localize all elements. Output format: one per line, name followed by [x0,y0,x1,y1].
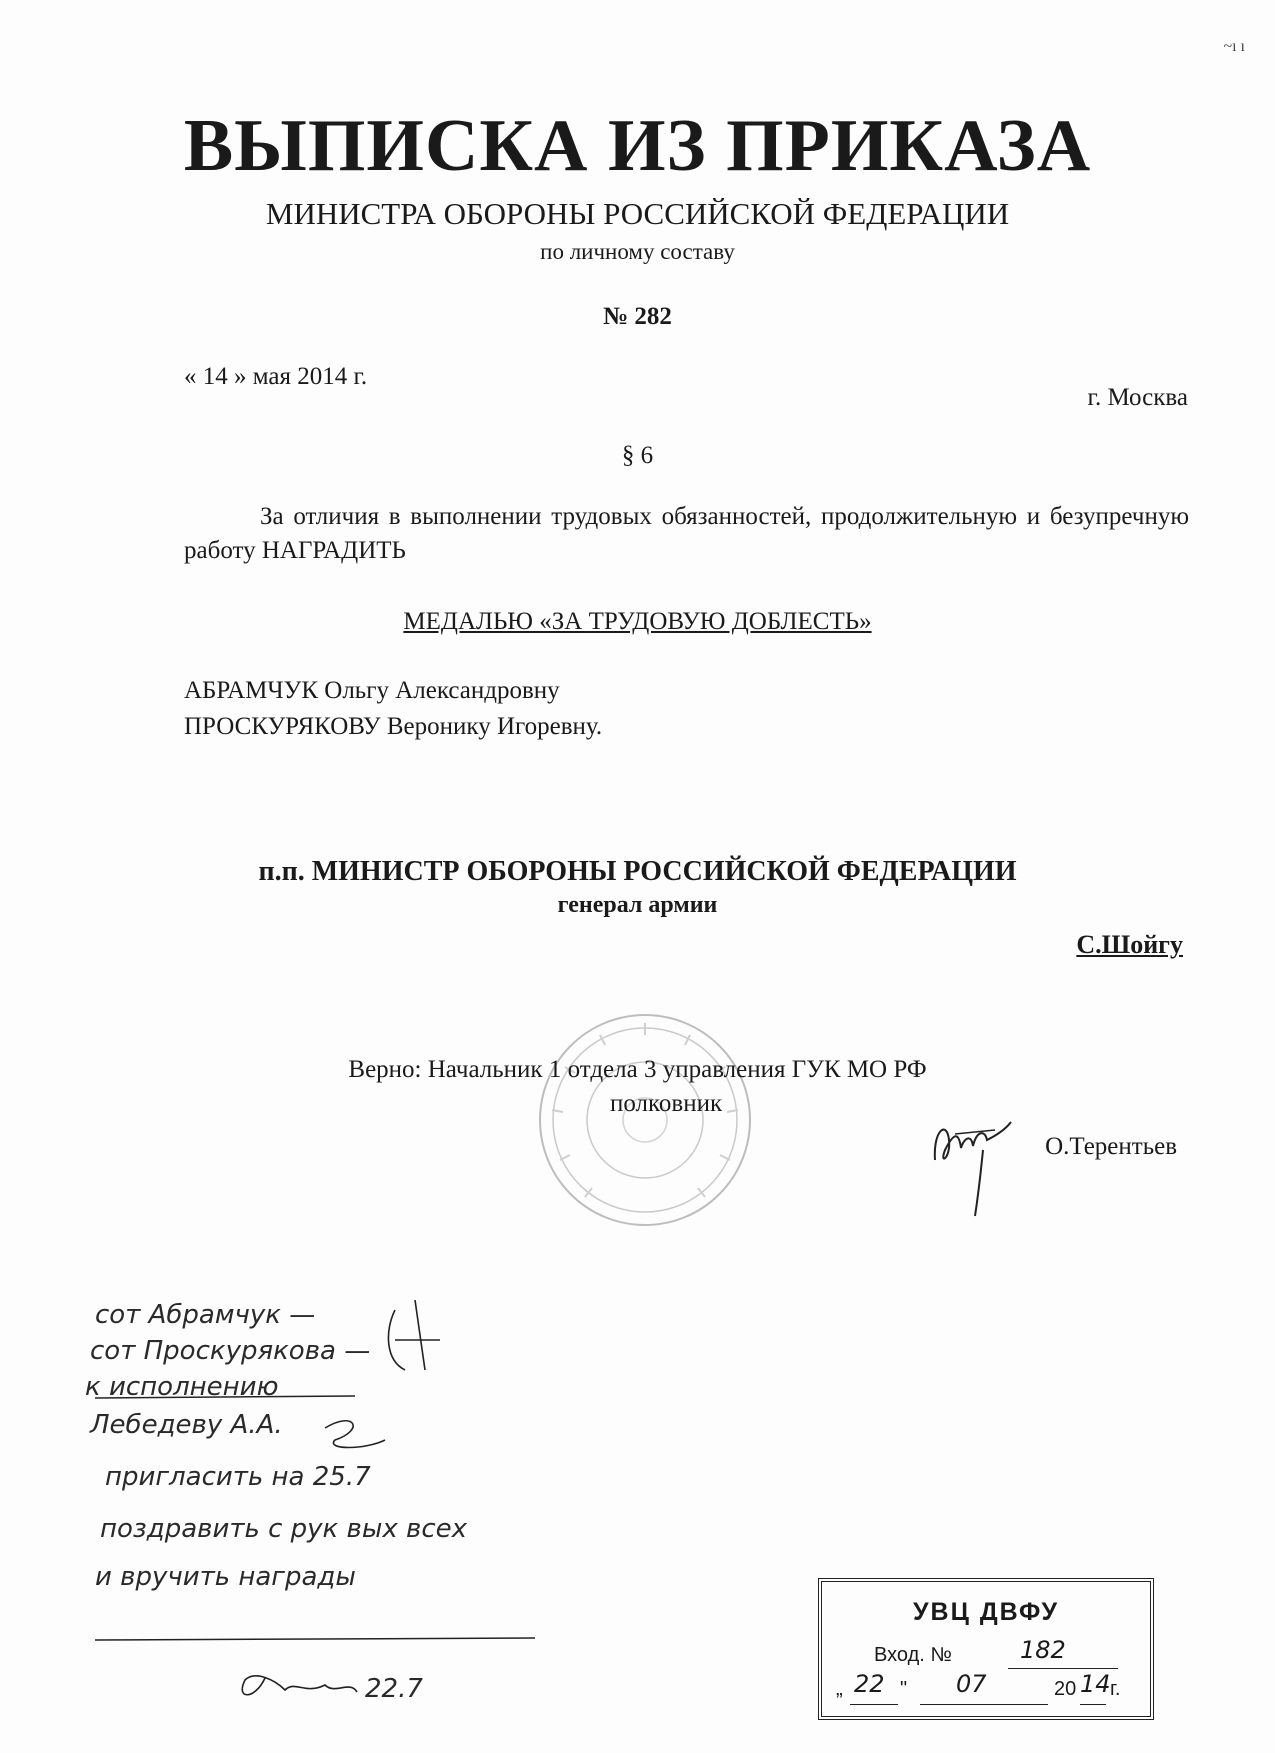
verno-name: О.Терентьев [1045,1133,1177,1160]
quote-mark: " [900,1678,908,1700]
awardee-name: АБРАМЧУК Ольгу Александровну [184,677,560,704]
handwritten-line: сот Проскурякова — [90,1336,371,1366]
year-prefix: 20 [1054,1678,1077,1700]
order-date: « 14 » мая 2014 г. [184,363,368,390]
document-subtitle: МИНИСТРА ОБОРОНЫ РОССИЙСКОЙ ФЕДЕРАЦИИ [265,196,1010,231]
handwritten-line: сот Абрамчук — [95,1300,316,1330]
handwritten-signature-icon [925,1100,1015,1220]
verno-line: Верно: Начальник 1 отдела 3 управления ГУК МО РФ [348,1056,927,1083]
paragraph-mark: § 6 [621,442,654,469]
handwritten-line: и вручить награды [95,1562,356,1592]
minister-name: С.Шойгу [1076,930,1183,959]
document-subsubtitle: по личному составу [540,239,735,264]
registration-number-value: 182 [1020,1636,1066,1664]
awardee-list [184,673,602,745]
registration-stamp [818,1578,1154,1720]
minister-rank: генерал армии [557,892,718,918]
handwritten-resolution [85,1300,575,1730]
month-line [920,1704,1048,1705]
handwritten-line: пригласить на 25.7 [105,1462,371,1492]
handwritten-line: поздравить с рук вых всех [100,1514,468,1544]
handwritten-line: Лебедеву А.А. [90,1410,283,1440]
registration-number-label: Вход. № [874,1644,952,1666]
registration-number-line [1008,1668,1118,1669]
day-line [850,1704,898,1705]
registration-day: 22 [854,1670,885,1698]
year-line [1080,1704,1106,1705]
handwritten-strokes-icon [95,1300,575,1730]
order-city: г. Москва [1087,384,1188,411]
verno-rank: полковник [610,1090,723,1117]
order-number: № 282 [603,303,672,330]
medal-name: МЕДАЛЬЮ «ЗА ТРУДОВУЮ ДОБЛЕСТЬ» [403,608,872,635]
quote-mark: „ [836,1678,843,1700]
registration-month: 07 [956,1670,987,1698]
minister-title: п.п. МИНИСТР ОБОРОНЫ РОССИЙСКОЙ ФЕДЕРАЦИИ [258,856,1017,887]
document-title: ВЫПИСКА ИЗ ПРИКАЗА [183,105,1092,187]
round-seal-icon [520,1005,770,1235]
handwritten-date: 22.7 [365,1674,423,1704]
registration-stamp-title: УВЦ ДВФУ [913,1598,1059,1626]
corner-mark: ~ı ı [1223,38,1245,55]
handwritten-line: к исполнению [85,1372,279,1402]
year-unit: г. [1110,1678,1121,1700]
registration-year: 14 [1080,1670,1111,1698]
body-text: За отличия в выполнении трудовых обязанностей, продолжительную и безупречную работу НАГРАДИТЬ [184,503,1189,564]
awardee-name: ПРОСКУРЯКОВУ Веронику Игоревну. [184,713,603,740]
